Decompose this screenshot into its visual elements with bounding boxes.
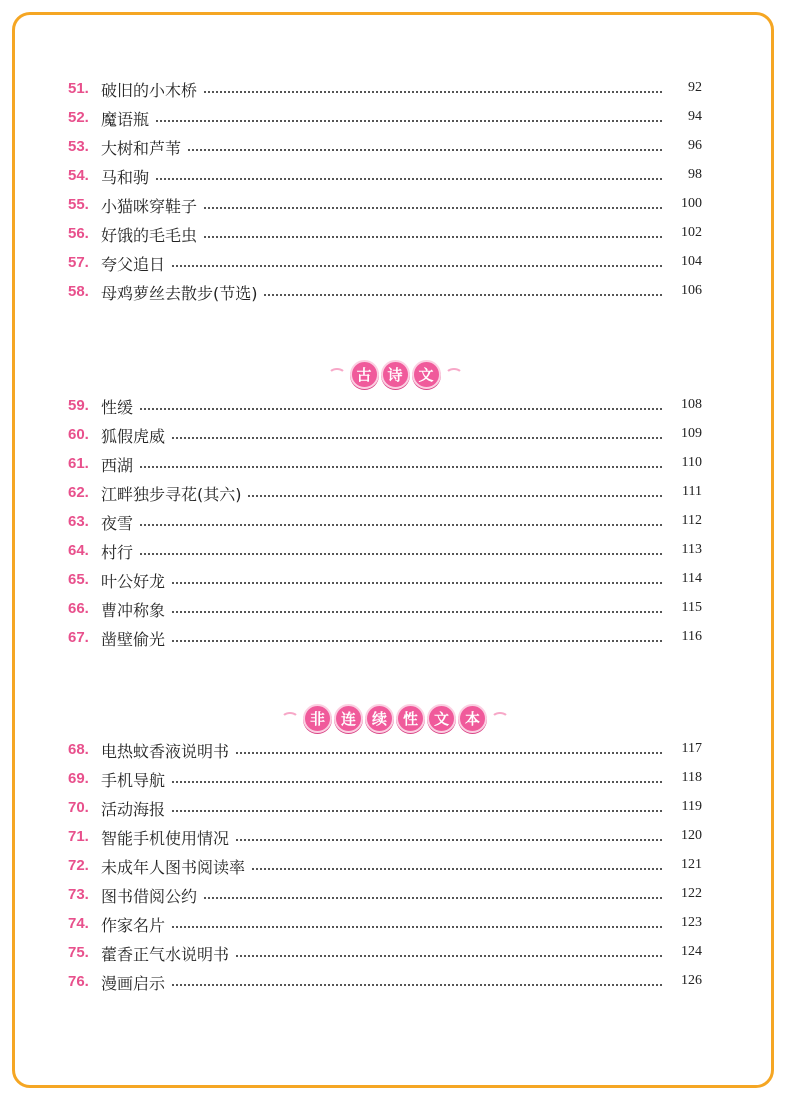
entry-number: 71. — [68, 828, 89, 845]
entry-page: 111 — [670, 484, 702, 500]
swirl-ornament-icon — [491, 712, 509, 726]
entry-number: 59. — [68, 397, 89, 414]
entry-title: 图书借阅公约 — [101, 884, 203, 907]
toc-entry[interactable] — [0, 134, 790, 163]
entry-page: 102 — [670, 225, 702, 241]
banner-char: 续 — [365, 704, 394, 733]
entry-page: 123 — [670, 915, 702, 931]
entry-title: 曹冲称象 — [101, 598, 171, 621]
banner-char: 性 — [396, 704, 425, 733]
leader-dots — [101, 611, 662, 613]
entry-number: 57. — [68, 254, 89, 271]
toc-entry[interactable] — [0, 393, 790, 422]
entry-page: 109 — [670, 426, 702, 442]
leader-dots — [101, 265, 662, 267]
entry-number: 61. — [68, 455, 89, 472]
entry-page: 112 — [670, 513, 702, 529]
toc-section-1 — [0, 76, 790, 308]
entry-page: 115 — [670, 600, 702, 616]
leader-dots — [101, 582, 662, 584]
entry-title: 江畔独步寻花(其六) — [101, 482, 248, 505]
toc-section-3 — [0, 737, 790, 998]
entry-page: 92 — [670, 80, 702, 96]
entry-title: 大树和芦苇 — [101, 136, 187, 159]
entry-title: 凿壁偷光 — [101, 627, 171, 650]
entry-page: 117 — [670, 741, 702, 757]
entry-title: 作家名片 — [101, 913, 171, 936]
swirl-ornament-icon — [281, 712, 299, 726]
leader-dots — [101, 466, 662, 468]
entry-title: 小猫咪穿鞋子 — [101, 194, 203, 217]
entry-title: 漫画启示 — [101, 971, 171, 994]
toc-entry[interactable] — [0, 969, 790, 998]
entry-number: 53. — [68, 138, 89, 155]
entry-title: 村行 — [101, 540, 139, 563]
toc-entry[interactable] — [0, 192, 790, 221]
entry-number: 75. — [68, 944, 89, 961]
toc-entry[interactable] — [0, 279, 790, 308]
leader-dots — [101, 781, 662, 783]
entry-number: 60. — [68, 426, 89, 443]
leader-dots — [101, 640, 662, 642]
entry-title: 破旧的小木桥 — [101, 78, 203, 101]
section-banner-gushiwen — [0, 360, 790, 389]
entry-page: 118 — [670, 770, 702, 786]
entry-title: 活动海报 — [101, 797, 171, 820]
leader-dots — [101, 810, 662, 812]
entry-number: 64. — [68, 542, 89, 559]
toc-section-2 — [0, 393, 790, 654]
toc-entry[interactable] — [0, 824, 790, 853]
toc-entry[interactable] — [0, 940, 790, 969]
swirl-ornament-icon — [328, 368, 346, 382]
leader-dots — [101, 437, 662, 439]
entry-title: 手机导航 — [101, 768, 171, 791]
entry-page: 96 — [670, 138, 702, 154]
entry-page: 119 — [670, 799, 702, 815]
leader-dots — [101, 553, 662, 555]
toc-entry[interactable] — [0, 538, 790, 567]
toc-entry[interactable] — [0, 596, 790, 625]
entry-number: 63. — [68, 513, 89, 530]
entry-number: 68. — [68, 741, 89, 758]
leader-dots — [101, 926, 662, 928]
toc-entry[interactable] — [0, 625, 790, 654]
entry-page: 108 — [670, 397, 702, 413]
banner-char: 本 — [458, 704, 487, 733]
entry-page: 98 — [670, 167, 702, 183]
entry-title: 叶公好龙 — [101, 569, 171, 592]
banner-char: 文 — [412, 360, 441, 389]
leader-dots — [101, 984, 662, 986]
banner-char: 非 — [303, 704, 332, 733]
leader-dots — [101, 408, 662, 410]
entry-number: 67. — [68, 629, 89, 646]
banner-char: 连 — [334, 704, 363, 733]
entry-page: 122 — [670, 886, 702, 902]
entry-number: 58. — [68, 283, 89, 300]
entry-number: 74. — [68, 915, 89, 932]
toc-entry[interactable] — [0, 422, 790, 451]
toc-entry[interactable] — [0, 163, 790, 192]
toc-entry[interactable] — [0, 480, 790, 509]
banner-char: 文 — [427, 704, 456, 733]
entry-number: 56. — [68, 225, 89, 242]
leader-dots — [101, 524, 662, 526]
entry-title: 好饿的毛毛虫 — [101, 223, 203, 246]
toc-entry[interactable] — [0, 567, 790, 596]
entry-number: 62. — [68, 484, 89, 501]
toc-entry[interactable] — [0, 105, 790, 134]
entry-page: 106 — [670, 283, 702, 299]
entry-page: 114 — [670, 571, 702, 587]
entry-title: 智能手机使用情况 — [101, 826, 235, 849]
entry-page: 100 — [670, 196, 702, 212]
entry-page: 104 — [670, 254, 702, 270]
toc-entry[interactable] — [0, 882, 790, 911]
entry-title: 狐假虎威 — [101, 424, 171, 447]
entry-title: 夜雪 — [101, 511, 139, 534]
entry-number: 73. — [68, 886, 89, 903]
banner-char: 诗 — [381, 360, 410, 389]
entry-title: 夸父追日 — [101, 252, 171, 275]
entry-title: 西湖 — [101, 453, 139, 476]
swirl-ornament-icon — [445, 368, 463, 382]
toc-entry[interactable] — [0, 911, 790, 940]
entry-number: 70. — [68, 799, 89, 816]
toc-entry[interactable] — [0, 221, 790, 250]
entry-page: 94 — [670, 109, 702, 125]
entry-title: 藿香正气水说明书 — [101, 942, 235, 965]
entry-page: 124 — [670, 944, 702, 960]
section-banner-feilianxu — [0, 704, 790, 733]
banner-char: 古 — [350, 360, 379, 389]
entry-page: 121 — [670, 857, 702, 873]
entry-number: 52. — [68, 109, 89, 126]
leader-dots — [101, 178, 662, 180]
toc-entry[interactable] — [0, 76, 790, 105]
toc-entry[interactable] — [0, 737, 790, 766]
entry-number: 55. — [68, 196, 89, 213]
entry-number: 66. — [68, 600, 89, 617]
toc-entry[interactable] — [0, 250, 790, 279]
toc-entry[interactable] — [0, 766, 790, 795]
entry-title: 电热蚊香液说明书 — [101, 739, 235, 762]
entry-number: 69. — [68, 770, 89, 787]
toc-entry[interactable] — [0, 509, 790, 538]
entry-title: 性缓 — [101, 395, 139, 418]
entry-title: 马和驹 — [101, 165, 155, 188]
entry-title: 母鸡萝丝去散步(节选) — [101, 281, 264, 304]
entry-number: 76. — [68, 973, 89, 990]
entry-page: 113 — [670, 542, 702, 558]
entry-page: 120 — [670, 828, 702, 844]
entry-number: 72. — [68, 857, 89, 874]
entry-title: 魔语瓶 — [101, 107, 155, 130]
toc-entry[interactable] — [0, 451, 790, 480]
entry-page: 110 — [670, 455, 702, 471]
entry-number: 54. — [68, 167, 89, 184]
entry-title: 未成年人图书阅读率 — [101, 855, 251, 878]
toc-entry[interactable] — [0, 795, 790, 824]
entry-page: 126 — [670, 973, 702, 989]
entry-number: 51. — [68, 80, 89, 97]
toc-entry[interactable] — [0, 853, 790, 882]
leader-dots — [101, 120, 662, 122]
entry-page: 116 — [670, 629, 702, 645]
entry-number: 65. — [68, 571, 89, 588]
